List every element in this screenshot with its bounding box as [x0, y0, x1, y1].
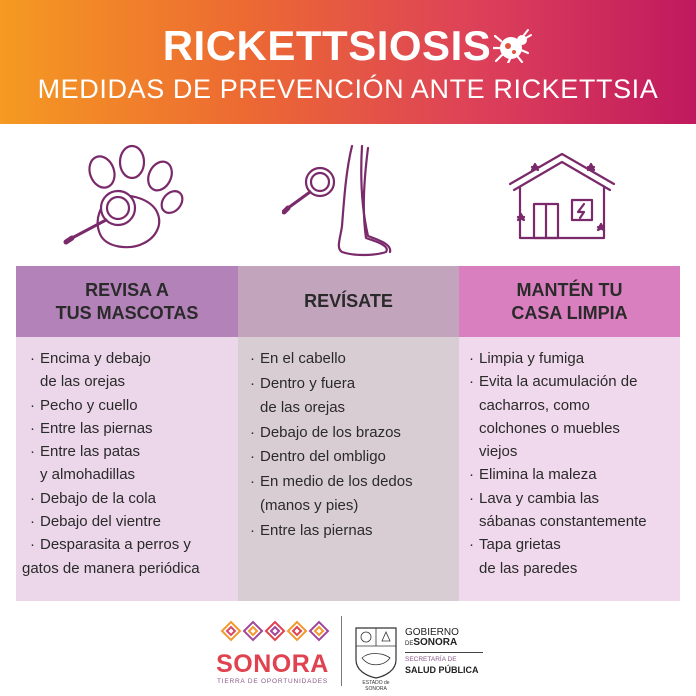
sonora-wordmark: SONORA — [216, 650, 329, 678]
heading-line: REVÍSATE — [304, 291, 393, 311]
paw-magnifier-icon — [60, 140, 190, 260]
list-item: · Elimina la maleza — [469, 466, 597, 484]
gov-line: SONORA — [413, 637, 458, 648]
seal-caption: ESTADO de SONORA — [362, 680, 390, 692]
title-text: RICKETTSIOSIS — [162, 22, 492, 69]
sonora-tagline: TIERRA DE OPORTUNIDADES — [216, 678, 329, 685]
house-list-panel — [459, 337, 680, 601]
list-item: · Debajo de la cola — [30, 489, 156, 507]
heading-line: CASA LIMPIA — [511, 302, 628, 323]
heading-line: TUS MASCOTAS — [55, 302, 199, 323]
header-banner — [0, 0, 696, 124]
list-item: · Encima y debajo de las orejas — [30, 350, 151, 391]
page-subtitle: MEDIDAS DE PREVENCIÓN ANTE RICKETTSIA — [37, 74, 659, 104]
gov-line: DE — [405, 641, 414, 647]
self-list-panel — [238, 337, 459, 601]
leg-magnifier-icon — [282, 140, 412, 260]
list-item: · Pecho y cuello — [30, 396, 138, 414]
list-item: · Entre las piernas — [30, 419, 153, 437]
self-list — [250, 347, 459, 543]
heading-line: REVISA A — [85, 279, 169, 300]
heading-pets — [16, 266, 238, 337]
list-item: · Entre las piernas — [250, 521, 373, 539]
divider — [405, 652, 483, 653]
government-label — [405, 628, 515, 675]
list-item: · Lava y cambia las sábanas constantemente — [469, 489, 647, 531]
page-title — [0, 22, 696, 73]
gov-line: SECRETARÍA DE — [405, 656, 457, 663]
list-item: · Tapa grietas de las paredes — [469, 536, 578, 577]
state-seal-icon — [352, 624, 400, 680]
list-item: · Debajo del vientre — [30, 513, 161, 531]
list-item: · Dentro y fuera de las orejas — [250, 374, 356, 416]
heading-self — [238, 266, 459, 337]
gov-line: SALUD PÚBLICA — [405, 665, 479, 675]
sonora-pattern-icon — [220, 618, 330, 644]
footer — [0, 606, 696, 696]
house-list — [469, 347, 680, 580]
list-item: · En medio de los dedos (manos y pies) — [250, 472, 413, 514]
sonora-logo — [210, 616, 335, 686]
heading-house — [459, 266, 680, 337]
gov-line: GOBIERNO — [405, 627, 459, 638]
list-item: · En el cabello — [250, 350, 346, 367]
pets-list — [22, 347, 238, 580]
list-item: · Debajo de los brazos — [250, 423, 401, 441]
divider — [341, 616, 342, 686]
list-item: · Entre las patas y almohadillas — [30, 443, 141, 484]
list-item: · Desparasita a perros y gatos de manera periódica — [22, 536, 200, 577]
pets-list-panel — [16, 337, 238, 601]
heading-line: MANTÉN TU — [516, 279, 623, 300]
list-item: · Evita la acumulación de cacharros, como colchones o muebles viejos — [469, 373, 638, 461]
tick-icon — [493, 25, 533, 73]
list-item: · Dentro del ombligo — [250, 448, 386, 465]
house-clean-icon — [498, 140, 628, 260]
list-item: · Limpia y fumiga — [469, 350, 585, 367]
